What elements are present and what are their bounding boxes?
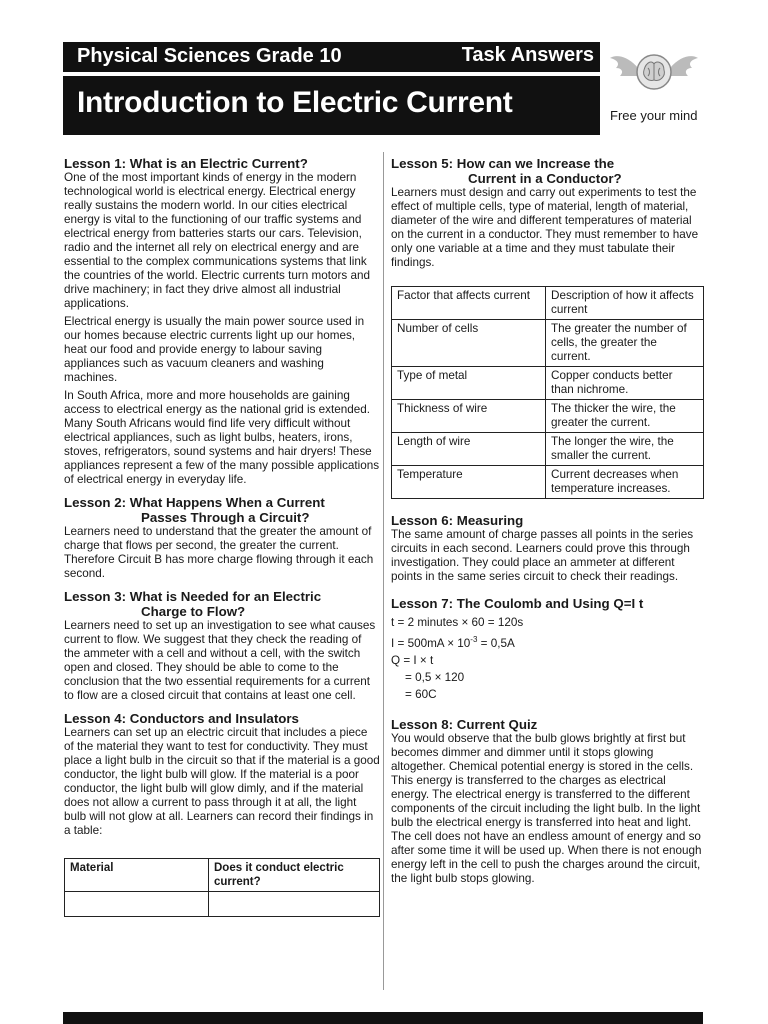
lesson-paragraph: Learners can set up an electric circuit that includes a piece of the material they want to test for conductivity. They must place a light bulb in the circuit so that if the material is a good conductor, the light bulb will glow. If the material is a poor conductor, the light bulb will glow dimly, and if the material does not allow a current to pass through it at all, the light bulb will not glow at all. Learners can record their findings in a table: [64,726,380,837]
lesson-heading: Lesson 3: What is Needed for an Electric Charge to Flow? [64,589,322,619]
table-row [392,466,704,499]
lesson-heading: Lesson 4: Conductors and Insulators [64,711,299,726]
lesson-3 [64,589,380,703]
table-cell: The thicker the wire, the greater the current. [546,400,704,433]
lesson-6 [391,513,704,584]
table-row [392,320,704,367]
table-header-cell: Does it conduct electric current? [209,859,380,892]
factors-table [391,286,704,499]
table-cell: Copper conducts better than nichrome. [546,367,704,400]
table-row [65,859,380,892]
column-divider [383,152,384,990]
conductivity-table [64,858,380,917]
page-title: Introduction to Electric Current [77,86,513,119]
table-cell: Length of wire [392,433,546,466]
lesson-heading: Lesson 7: The Coulomb and Using Q=I t [391,596,644,611]
footer-bar [63,1012,703,1024]
table-cell: Current decreases when temperature increases. [546,466,704,499]
table-header-cell: Material [65,859,209,892]
table-cell: Temperature [392,466,546,499]
calc-line: t = 2 minutes × 60 = 120s [391,616,524,629]
table-cell: Factor that affects current [392,287,546,320]
calculation [391,614,704,703]
table-row [392,287,704,320]
table-cell [65,892,209,917]
calc-line: = 0,5 × 120 [405,670,465,684]
table-row [65,892,380,917]
lesson-paragraph: The same amount of charge passes all points in the series circuits in each second. Learners could prove this through investigation. They could place an ammeter at different points in the same series circuit to check their readings. [391,528,694,583]
lesson-paragraph: Electrical energy is usually the main power source used in our homes because electric currents light up our homes, heat our food and provide energy to labour saving appliances such as vacuum cleaners and washing machines. [64,315,365,384]
table-row [392,400,704,433]
lesson-4 [64,711,380,917]
header-bar [63,42,600,72]
calc-line: Q = I × t [391,653,434,667]
lesson-2 [64,495,380,581]
lesson-8 [391,717,704,886]
lesson-7 [391,596,704,703]
lesson-heading: Lesson 2: What Happens When a Current Passes Through a Circuit? [64,495,325,525]
task-answers-label: Task Answers [461,44,594,66]
table-cell: The greater the number of cells, the greater the current. [546,320,704,367]
lesson-paragraph: Learners need to understand that the greater the amount of charge that flows per second, the greater the current. Therefore Circuit B has more charge flowing through it each second. [64,525,374,580]
table-row [392,367,704,400]
left-column [64,156,380,925]
table-cell: Description of how it affects current [546,287,704,320]
winged-brain-logo-icon [608,46,700,102]
lesson-paragraph: Learners must design and carry out experiments to test the effect of multiple cells, type of material, length of material, diameter of the wire and different temperatures of material on the current in a conductor. They must remember to have only one variable at a time and they must tabulate their findings. [391,186,699,269]
lesson-paragraph: In South Africa, more and more households are gaining access to electrical energy as the national grid is extended. Many South Africans would find life very difficult without electrical appliances, such as light bulbs, heaters, irons, stoves, refrigerators, sound systems and hair dryers! These appliances represent a few of the many possible applications of electrical energy in everyday life. [64,389,380,486]
right-column [391,156,704,894]
calc-line: = 60C [405,687,437,701]
lesson-paragraph: You would observe that the bulb glows brightly at first but becomes dimmer and dimmer until it stops glowing altogether. Chemical potential energy is stored in the cells. This energy is transferred to the charges as electrical energy. The electrical energy is transferred to the different components of the circuit including the light bulb. In the light bulb the electrical energy is transferred into heat and light. The cell does not have an endless amount of energy and so after some time it will be used up. When there is not enough energy left in the cell to push the charges around the circuit, the light bulb stops glowing. [391,731,702,885]
table-row [392,433,704,466]
table-cell [209,892,380,917]
tagline: Free your mind [610,108,698,123]
table-cell: Type of metal [392,367,546,400]
calc-line: $I = 500mA \times 10^{-3} = 0,5A$ [391,635,515,650]
subject-label: Physical Sciences Grade 10 [77,45,342,67]
lesson-heading: Lesson 1: What is an Electric Current? [64,156,308,171]
table-cell: Number of cells [392,320,546,367]
lesson-paragraph: Learners need to set up an investigation to see what causes current to flow. We suggest that they check the reading of the ammeter with a cell and without a cell, with the switch open and closed. They should be able to come to the conclusion that the two essential requirements for a current to flow are a closed circuit that contains at least one cell. [64,619,376,702]
title-bar [63,76,600,135]
lesson-heading: Lesson 8: Current Quiz [391,716,538,732]
lesson-1 [64,156,380,487]
table-cell: Thickness of wire [392,400,546,433]
lesson-paragraph: One of the most important kinds of energy in the modern technological world is electrical energy. Electrical energy really sustains the modern world. In our cities electrical energy is vital to the functioning of our traffic systems and electrical energy from batteries starts our cars. Television, radio and the internet all rely on electrical energy and are essential to the complex communications systems that link the countries of the world. Electric currents turn motors and drive machinery; in fact they drive almost all industrial applications. [64,171,370,310]
lesson-heading: Lesson 5: How can we Increase the Current in a Conductor? [391,156,622,186]
lesson-5 [391,156,704,499]
table-cell: The longer the wire, the smaller the current. [546,433,704,466]
lesson-heading: Lesson 6: Measuring [391,513,524,528]
